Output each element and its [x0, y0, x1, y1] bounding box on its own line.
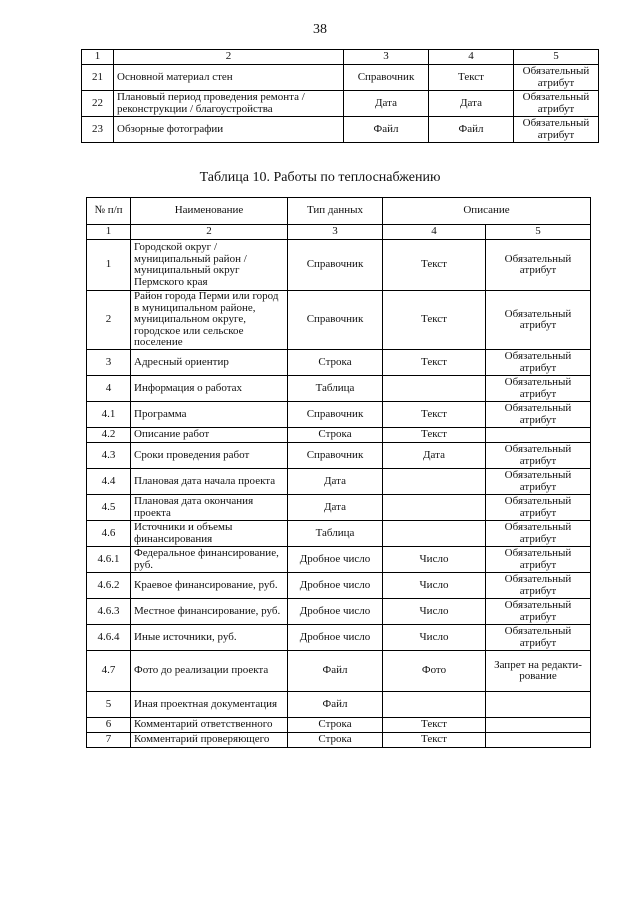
col-number: 4	[429, 50, 514, 65]
row-name: Краевое финансирование, руб.	[131, 573, 288, 599]
table-row	[87, 547, 591, 573]
header-type: Тип данных	[288, 198, 383, 225]
row-requirement: Обязательный атрибут	[486, 350, 591, 376]
row-requirement: Обязательный атрибут	[486, 443, 591, 469]
page-number: 38	[313, 22, 327, 37]
row-requirement: Обязательный атрибут	[486, 240, 591, 291]
row-number: 4.2	[87, 428, 131, 443]
row-number: 23	[82, 117, 114, 143]
row-name: Информация о работах	[131, 376, 288, 402]
row-number: 7	[87, 733, 131, 748]
col-number: 5	[486, 225, 591, 240]
row-description: Текст	[429, 65, 514, 91]
table-title: Таблица 10. Работы по теплоснабжению	[199, 170, 441, 185]
table-row	[82, 117, 599, 143]
row-number: 4.1	[87, 402, 131, 428]
row-type: Справочник	[344, 65, 429, 91]
row-requirement	[486, 733, 591, 748]
header-description: Описание	[383, 198, 591, 225]
table-row	[87, 240, 591, 291]
row-requirement: Обязательный атрибут	[486, 547, 591, 573]
row-type: Строка	[288, 718, 383, 733]
col-number: 4	[383, 225, 486, 240]
row-description: Дата	[429, 91, 514, 117]
row-requirement: Обязательный атрибут	[514, 91, 599, 117]
row-description: Текст	[383, 428, 486, 443]
row-description: Число	[383, 599, 486, 625]
row-name: Район города Перми или город в муниципальном районе, муниципальном округе, городское или сельское поселение	[131, 291, 288, 350]
row-description	[383, 521, 486, 547]
table-row	[82, 91, 599, 117]
row-requirement: Запрет на редакти-рование	[486, 651, 591, 692]
table-row	[87, 291, 591, 350]
row-name: Плановая дата окончания проекта	[131, 495, 288, 521]
heat-supply-works-table	[86, 197, 591, 748]
row-description: Файл	[429, 117, 514, 143]
row-name: Адресный ориентир	[131, 350, 288, 376]
table-row	[87, 718, 591, 733]
row-requirement: Обязательный атрибут	[486, 291, 591, 350]
row-name: Плановый период проведения ремонта / реконструкции / благоустройства	[114, 91, 344, 117]
row-requirement: Обязательный атрибут	[486, 376, 591, 402]
row-description: Текст	[383, 350, 486, 376]
row-type: Дробное число	[288, 625, 383, 651]
column-numbers-row	[87, 225, 591, 240]
row-name: Основной материал стен	[114, 65, 344, 91]
row-name: Сроки проведения работ	[131, 443, 288, 469]
row-requirement: Обязательный атрибут	[486, 469, 591, 495]
table-row	[87, 402, 591, 428]
table-row	[87, 350, 591, 376]
row-number: 1	[87, 240, 131, 291]
row-number: 4	[87, 376, 131, 402]
row-name: Обзорные фотографии	[114, 117, 344, 143]
row-name: Описание работ	[131, 428, 288, 443]
column-numbers-row	[82, 50, 599, 65]
row-name: Плановая дата начала проекта	[131, 469, 288, 495]
row-requirement	[486, 692, 591, 718]
table-row	[82, 65, 599, 91]
row-type: Дата	[344, 91, 429, 117]
row-type: Дробное число	[288, 599, 383, 625]
row-requirement: Обязательный атрибут	[486, 573, 591, 599]
col-number: 1	[87, 225, 131, 240]
row-type: Файл	[344, 117, 429, 143]
row-requirement: Обязательный атрибут	[486, 599, 591, 625]
row-requirement	[486, 428, 591, 443]
row-requirement: Обязательный атрибут	[514, 65, 599, 91]
row-number: 22	[82, 91, 114, 117]
row-number: 4.7	[87, 651, 131, 692]
row-description: Число	[383, 547, 486, 573]
row-number: 4.6.3	[87, 599, 131, 625]
row-number: 4.6	[87, 521, 131, 547]
row-type: Справочник	[288, 240, 383, 291]
row-name: Иная проектная документация	[131, 692, 288, 718]
row-number: 21	[82, 65, 114, 91]
row-name: Комментарий ответственного	[131, 718, 288, 733]
row-type: Справочник	[288, 291, 383, 350]
attributes-table-continued	[81, 49, 599, 143]
row-description	[383, 469, 486, 495]
row-number: 4.6.2	[87, 573, 131, 599]
row-description: Текст	[383, 718, 486, 733]
row-name: Иные источники, руб.	[131, 625, 288, 651]
row-number: 6	[87, 718, 131, 733]
row-number: 4.3	[87, 443, 131, 469]
row-name: Местное финансирование, руб.	[131, 599, 288, 625]
row-number: 2	[87, 291, 131, 350]
row-type: Файл	[288, 692, 383, 718]
row-name: Программа	[131, 402, 288, 428]
table-row	[87, 428, 591, 443]
row-requirement: Обязательный атрибут	[486, 495, 591, 521]
row-type: Справочник	[288, 443, 383, 469]
row-requirement: Обязательный атрибут	[486, 402, 591, 428]
row-type: Строка	[288, 350, 383, 376]
col-number: 3	[344, 50, 429, 65]
row-name: Фото до реализации проекта	[131, 651, 288, 692]
row-name: Комментарий проверяющего	[131, 733, 288, 748]
row-requirement: Обязательный атрибут	[486, 521, 591, 547]
row-description: Число	[383, 573, 486, 599]
row-number: 4.4	[87, 469, 131, 495]
row-type: Дробное число	[288, 573, 383, 599]
col-number: 2	[114, 50, 344, 65]
header-number: № п/п	[87, 198, 131, 225]
table-row	[87, 469, 591, 495]
row-type: Строка	[288, 428, 383, 443]
row-description: Фото	[383, 651, 486, 692]
table-row	[87, 692, 591, 718]
row-name: Городской округ / муниципальный район / муниципальный округ Пермского края	[131, 240, 288, 291]
row-requirement: Обязательный атрибут	[514, 117, 599, 143]
row-type: Дата	[288, 469, 383, 495]
col-number: 1	[82, 50, 114, 65]
row-description: Текст	[383, 402, 486, 428]
row-description	[383, 495, 486, 521]
row-number: 5	[87, 692, 131, 718]
row-description	[383, 376, 486, 402]
row-number: 3	[87, 350, 131, 376]
row-description: Число	[383, 625, 486, 651]
table-row	[87, 625, 591, 651]
row-description: Текст	[383, 733, 486, 748]
table-row	[87, 733, 591, 748]
row-type: Справочник	[288, 402, 383, 428]
row-number: 4.6.4	[87, 625, 131, 651]
row-description	[383, 692, 486, 718]
row-name: Источники и объемы финансирования	[131, 521, 288, 547]
col-number: 3	[288, 225, 383, 240]
row-name: Федеральное финансирование, руб.	[131, 547, 288, 573]
row-type: Таблица	[288, 521, 383, 547]
row-requirement	[486, 718, 591, 733]
table-row	[87, 495, 591, 521]
row-type: Таблица	[288, 376, 383, 402]
col-number: 5	[514, 50, 599, 65]
row-requirement: Обязательный атрибут	[486, 625, 591, 651]
row-type: Дата	[288, 495, 383, 521]
header-name: Наименование	[131, 198, 288, 225]
row-type: Дробное число	[288, 547, 383, 573]
row-type: Файл	[288, 651, 383, 692]
table-row	[87, 651, 591, 692]
table-row	[87, 521, 591, 547]
row-description: Текст	[383, 240, 486, 291]
table-row	[87, 443, 591, 469]
header-row	[87, 198, 591, 225]
col-number: 2	[131, 225, 288, 240]
table-row	[87, 573, 591, 599]
row-description: Текст	[383, 291, 486, 350]
row-description: Дата	[383, 443, 486, 469]
row-number: 4.5	[87, 495, 131, 521]
table-row	[87, 599, 591, 625]
row-type: Строка	[288, 733, 383, 748]
row-number: 4.6.1	[87, 547, 131, 573]
table-row	[87, 376, 591, 402]
